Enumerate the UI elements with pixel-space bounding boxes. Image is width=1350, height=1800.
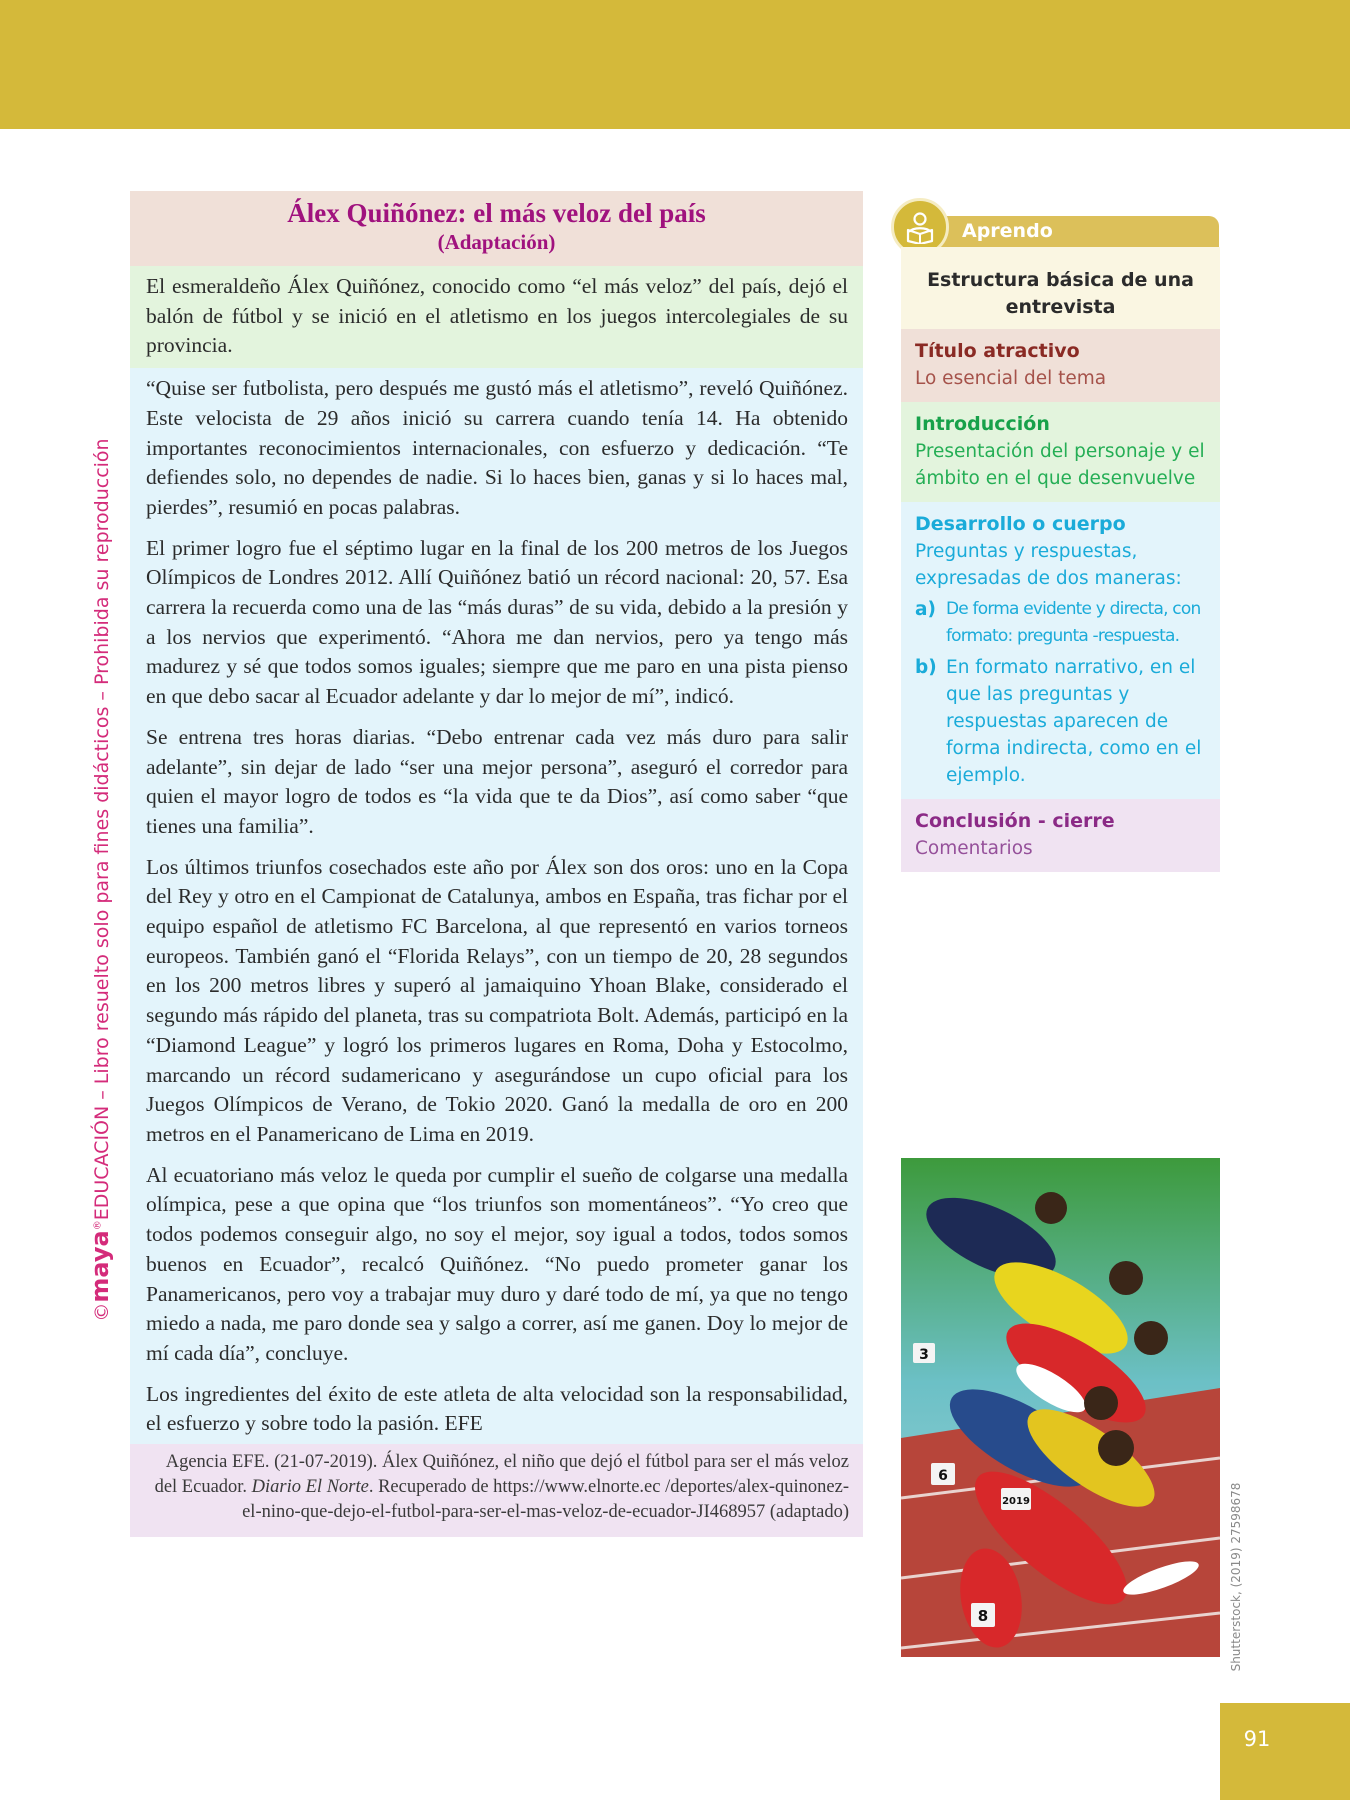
aprendo-tab xyxy=(905,216,1219,247)
page-number: 91 xyxy=(1243,1727,1271,1751)
section-text: Presentación del personaje y el ámbito en el que desenvuelve xyxy=(915,441,1205,489)
source-url: . Recuperado de https://www.elnorte.ec /deportes/alex-quinonez-el-nino-que-dejo-el-futbol-para-ser-el-mas-veloz-de-ecuador-JI468957 (adaptado) xyxy=(242,1477,849,1523)
sprinters-photo xyxy=(901,1158,1220,1657)
item-letter: a) xyxy=(915,599,936,620)
article-introduction xyxy=(130,266,863,368)
section-introduccion xyxy=(901,402,1220,502)
body-paragraph: “Quise ser futbolista, pero después me gustó más el atletismo”, reveló Quiñónez. Este velocista de 29 años inició su carrera cuando tenía 14. Ha obtenido importantes reconocimientos internacionales, con esfuerzo y dedicación. “Te defiendes solo, no dependes de nadie. Si lo haces bien, ganas y si lo haces mal, pierdes”, resumió en pocas palabras. xyxy=(146,376,848,519)
article xyxy=(130,191,863,1537)
section-text: Lo esencial del tema xyxy=(915,368,1107,389)
section-desarrollo xyxy=(901,502,1220,799)
bib-number: 2019 xyxy=(1002,1496,1030,1507)
section-titulo xyxy=(901,329,1220,402)
section-text: Preguntas y respuestas, expresadas de dos maneras: xyxy=(915,541,1182,589)
body-paragraph: Los ingredientes del éxito de este atleta de alta velocidad son la responsabilidad, el esfuerzo y sobre todo la pasión. EFE xyxy=(146,1381,848,1436)
aprendo-label: Aprendo xyxy=(962,220,1053,242)
item-letter: b) xyxy=(915,657,937,678)
registered-mark: ® xyxy=(92,1220,104,1231)
article-subtitle: (Adaptación) xyxy=(437,230,556,254)
bib-number: 3 xyxy=(919,1347,929,1363)
section-title: Título atractivo xyxy=(915,340,1080,362)
brand-name: maya xyxy=(86,1230,114,1303)
body-paragraph: Se entrena tres horas diarias. “Debo entrenar cada vez más duro para salir adelante”, sin dejar de lado “ser una mejor persona”, aseguró el corredor para quien el mayor logro de todos es “la vida que te da Dios”, así como saber “que tienes una familia”. xyxy=(146,724,848,838)
article-source xyxy=(130,1444,863,1537)
bib-number: 8 xyxy=(977,1607,989,1625)
copyright-symbol: © xyxy=(91,1302,113,1322)
list-item xyxy=(915,654,1208,789)
section-title: Desarrollo o cuerpo xyxy=(915,513,1126,535)
source-journal: Diario El Norte xyxy=(251,1477,369,1498)
photo-credit: Shutterstock, (2019) 27598678 xyxy=(1229,1482,1243,1672)
section-conclusion xyxy=(901,799,1220,872)
section-title: Conclusión - cierre xyxy=(915,810,1115,832)
bib-number: 6 xyxy=(938,1468,948,1484)
item-text: De forma evidente y directa, con formato: pregunta -respuesta. xyxy=(946,599,1201,646)
aprendo-heading: Estructura básica de una entrevista xyxy=(901,247,1220,329)
body-paragraph: Al ecuatoriano más veloz le queda por cumplir el sueño de colgarse una medalla olímpica, pese a que opina que “los triunfos son momentáneos”. “Yo creo que todos podemos conseguir algo, no soy el mejor, soy igual a todos, todos somos buenos en Ecuador”, recalcó Quiñónez. “No puedo prometer ganar los Panamericanos, pero voy a trabajar muy duro y daré todo de mí, ya que no tengo miedo a nada, me paro donde sea y salgo a correr, así me ganen. Doy lo mejor de mí cada día”, concluye. xyxy=(146,1162,848,1365)
source-text: Agencia EFE. (21-07-2019). Álex Quiñónez, el niño que dejó el fútbol para ser el más veloz del Ecuador. xyxy=(154,1452,849,1498)
aprendo-panel xyxy=(901,247,1220,872)
section-title: Introducción xyxy=(915,413,1050,435)
item-text: En formato narrativo, en el que las preguntas y respuestas aparecen de forma indirecta, como en el ejemplo. xyxy=(946,657,1202,786)
article-body xyxy=(130,368,863,1444)
article-title: Álex Quiñónez: el más veloz del país xyxy=(287,198,706,228)
body-paragraph: El primer logro fue el séptimo lugar en la final de los 200 metros de los Juegos Olímpicos de Londres 2012. Allí Quiñónez batió un récord nacional: 20, 57. Esa carrera la recuerda como una de las “más duras” de su vida, debido a la presión y a los nervios que experimentó. “Ahora me dan nervios, pero ya tengo más madurez y sé que todos somos iguales; siempre que me paro en una pista pienso en que debo sacar al Ecuador adelante y dar lo mejor de mí”, indicó. xyxy=(146,535,848,709)
article-header xyxy=(130,191,863,266)
section-text: Comentarios xyxy=(915,838,1033,859)
list-item xyxy=(915,596,1208,650)
intro-paragraph: El esmeraldeño Álex Quiñónez, conocido como “el más veloz” del país, dejó el balón de fútbol y se inició en el atletismo en los juegos intercolegiales de su provincia. xyxy=(146,274,848,358)
copyright-text: EDUCACIÓN – Libro resuelto solo para fines didácticos – Prohibida su reproducción xyxy=(91,438,113,1221)
body-paragraph: Los últimos triunfos cosechados este año por Álex son dos oros: uno en la Copa del Rey y otro en el Campionat de Catalunya, ambos en España, tras fichar por el equipo español de atletismo FC Barcelona, al que representó en varios torneos europeos. También ganó el “Florida Relays”, con un tiempo de 20, 28 segundos en los 200 metros libres y superó al jamaiquino Yhoan Blake, considerado el segundo más rápido del planeta, tras su compatriota Bolt. Además, participó en la “Diamond League” y logró los primeros lugares en Roma, Doha y Estocolmo, marcando un récord sudamericano y asegurándose un cupo oficial para los Juegos Olímpicos de Verano, de Tokio 2020. Ganó la medalla de oro en 200 metros en el Panamericano de Lima en 2019. xyxy=(146,854,848,1146)
copyright-notice xyxy=(86,438,114,1321)
top-color-band xyxy=(0,0,1350,129)
page-number-box xyxy=(1220,1703,1350,1800)
